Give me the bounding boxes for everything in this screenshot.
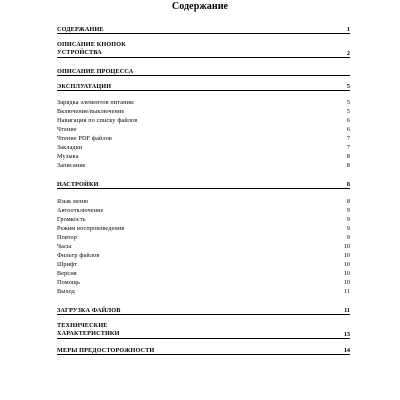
toc-page-number: 8: [346, 162, 350, 169]
toc-page-number: 5: [346, 83, 350, 90]
toc-item: [57, 117, 350, 124]
toc-section-settings: [57, 181, 350, 189]
page-title: Содержание: [171, 1, 229, 12]
toc-page-number: 7: [346, 144, 350, 151]
toc-page-number: 14: [343, 347, 350, 354]
toc-section-file-upload: [57, 307, 350, 315]
toc-page-number: 5: [346, 108, 350, 115]
toc-item-label: Выход: [57, 288, 75, 295]
toc-item-label: Язык меню: [57, 198, 89, 205]
toc-page-number: 10: [343, 261, 350, 268]
toc-item-label: Записание: [57, 162, 86, 169]
toc-section-specs: [57, 322, 350, 339]
toc-section-label: ТЕХНИЧЕСКИЕ ХАРАКТЕРИСТИКИ: [57, 322, 120, 337]
toc-section-label: ЭКСПЛУАТАЦИИ: [57, 83, 112, 90]
toc-section-contents: [57, 26, 350, 34]
toc-item: [57, 126, 350, 133]
toc-item: [57, 108, 350, 115]
toc-item: [57, 261, 350, 268]
toc-item: [57, 198, 350, 205]
toc-page-number: 9: [346, 225, 350, 232]
toc-page-number: 8: [346, 198, 350, 205]
toc-item-label: Включение/выключение: [57, 108, 125, 115]
toc-item-label: Режим воспроизведения: [57, 225, 125, 232]
toc-page-number: 2: [346, 50, 350, 57]
toc-item-label: Шрифт: [57, 261, 78, 268]
toc-page-number: 9: [346, 234, 350, 241]
toc-section-operation: [57, 83, 350, 91]
toc-page-number: 10: [343, 270, 350, 277]
toc-section-label: НАСТРОЙКИ: [57, 181, 99, 188]
toc-section-label: ОПИСАНИЕ КНОПОК УСТРОЙСТВА: [57, 41, 126, 56]
toc-item-label: Фильтр файлов: [57, 252, 100, 259]
toc-item-label: Помощь: [57, 279, 80, 286]
toc-page-number: 6: [346, 126, 350, 133]
toc-page-number: 10: [343, 279, 350, 286]
toc-item: [57, 135, 350, 142]
toc-page-number: 9: [346, 207, 350, 214]
toc-page-number: 8: [346, 153, 350, 160]
toc-item: [57, 252, 350, 259]
toc-item-label: Версия: [57, 270, 77, 277]
toc-page-number: 10: [343, 243, 350, 250]
toc-item-label: Громкость: [57, 216, 86, 223]
toc-page-number: 5: [346, 99, 350, 106]
toc-item-label: Чтение PDF файлов: [57, 135, 113, 142]
toc-item: [57, 234, 350, 241]
toc-item: [57, 216, 350, 223]
toc-item-label: Навигация по списку файлов: [57, 117, 138, 124]
toc-item: [57, 279, 350, 286]
toc-item-label: Музыка: [57, 153, 79, 160]
toc-item-label: Закладки: [57, 144, 83, 151]
toc-item: [57, 270, 350, 277]
toc-item-label: Зарядка элементов питания:: [57, 99, 135, 106]
toc-page-number: 11: [344, 288, 350, 295]
toc-page-number: 9: [346, 216, 350, 223]
toc-item: [57, 162, 350, 169]
toc-item-label: Часы: [57, 243, 72, 250]
toc-page-number: 7: [346, 135, 350, 142]
toc-page-number: 6: [346, 117, 350, 124]
toc-section-safety: [57, 347, 350, 355]
toc-page-number: 13: [343, 331, 350, 338]
toc-item: [57, 225, 350, 232]
toc-page-number: 10: [343, 252, 350, 259]
toc-item: [57, 153, 350, 160]
toc-section-label: ЗАГРУЗКА ФАЙЛОВ: [57, 307, 121, 314]
toc-item: [57, 243, 350, 250]
toc-item-label: Чтение: [57, 126, 77, 133]
toc-section-label: МЕРЫ ПРЕДОСТОРОЖНОСТИ: [57, 347, 155, 354]
toc-page-number: 11: [344, 307, 350, 314]
table-of-contents: [57, 0, 350, 400]
toc-section-label: СОДЕРЖАНИЕ: [57, 26, 104, 33]
toc-item: [57, 99, 350, 106]
toc-item: [57, 288, 350, 295]
toc-item: [57, 207, 350, 214]
toc-item: [57, 144, 350, 151]
toc-section-label: ОПИСАНИЕ ПРОЦЕССА: [57, 68, 134, 75]
toc-section-buttons: [57, 41, 350, 58]
toc-item-label: Автоотключение: [57, 207, 104, 214]
toc-item-label: Повтор: [57, 234, 78, 241]
toc-section-process: [57, 68, 350, 76]
toc-page-number: 1: [346, 26, 350, 33]
toc-page-number: 8: [346, 181, 350, 188]
